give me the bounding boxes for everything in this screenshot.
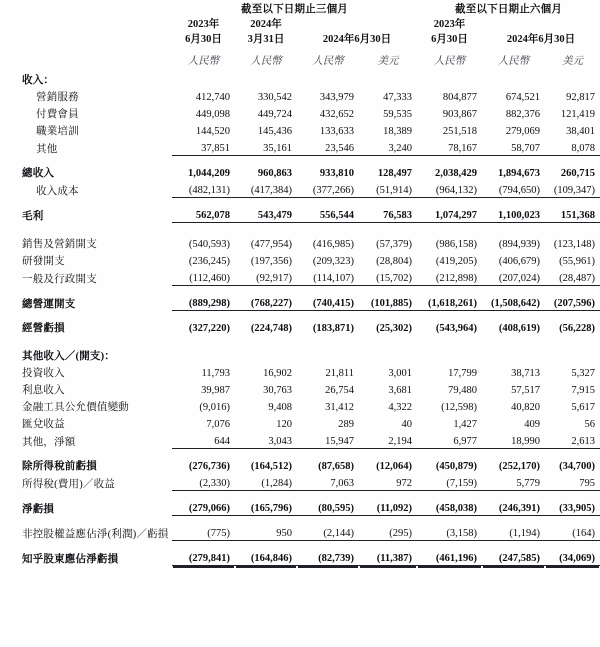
row-label: 非控股權益應佔淨(利潤)／虧損: [22, 528, 169, 540]
row-value: (461,196): [417, 548, 482, 566]
row-value: 120: [276, 419, 292, 431]
row-value: [482, 346, 545, 363]
table-row: [0, 397, 600, 414]
row-value: 343,979: [319, 92, 354, 104]
row-value: (197,356): [250, 256, 292, 268]
row-value: (295): [359, 523, 417, 541]
row-value: (224,748): [250, 323, 292, 335]
row-value: 2,613: [545, 431, 600, 449]
header-date-col-6: 2024年6月30日: [506, 34, 576, 46]
row-label: 銷售及營銷開支: [22, 239, 97, 251]
table-row: [0, 70, 600, 87]
table-row: [0, 251, 600, 268]
row-label: 經營虧損: [22, 323, 65, 335]
header-currency-col-4: 美元: [377, 56, 399, 68]
row-value: (1,194): [482, 523, 545, 541]
row-value: 449,724: [257, 109, 292, 121]
header-year-col-1: 2023年: [187, 19, 220, 31]
row-value: 38,713: [511, 368, 540, 380]
row-value: 56: [584, 419, 596, 431]
row-value: (9,016): [199, 402, 230, 414]
row-value: (165,796): [235, 498, 297, 516]
row-value: (82,739): [297, 548, 359, 566]
row-value: 26,754: [325, 385, 354, 397]
row-value: [297, 70, 359, 87]
row-value: (477,954): [250, 239, 292, 251]
row-spacer: [0, 286, 600, 294]
row-value: 18,389: [383, 126, 412, 138]
row-spacer: [0, 156, 600, 164]
row-value: (207,596): [545, 293, 600, 311]
row-label: 職業培訓: [36, 126, 79, 138]
row-value: 47,333: [383, 92, 412, 104]
row-value: 76,583: [359, 205, 417, 223]
row-value: (55,961): [559, 256, 596, 268]
row-value: (28,804): [376, 256, 412, 268]
row-label: 其他，淨額: [22, 436, 76, 448]
row-value: (252,170): [498, 461, 540, 473]
table-body: [0, 70, 600, 566]
row-label: 研發開支: [22, 256, 65, 268]
table-row: [0, 104, 600, 121]
row-value: 35,161: [235, 138, 297, 156]
row-spacer-cell: [0, 491, 600, 499]
row-label: 知乎股東應佔淨虧損: [22, 553, 119, 565]
row-value: (212,898): [417, 268, 482, 286]
header-year-col-4: [359, 16, 417, 31]
row-value: (34,700): [559, 461, 596, 473]
row-value: (416,985): [312, 239, 354, 251]
table-row: [0, 205, 600, 223]
row-value: (7,159): [417, 473, 482, 491]
row-value: (12,064): [376, 461, 412, 473]
row-value: (889,298): [172, 293, 235, 311]
row-value: 21,811: [325, 368, 354, 380]
row-value: 58,707: [482, 138, 545, 156]
row-value: (3,158): [417, 523, 482, 541]
row-value: (740,415): [297, 293, 359, 311]
row-value: 23,546: [297, 138, 359, 156]
row-value: (123,148): [553, 239, 596, 251]
row-value: 92,817: [566, 92, 596, 104]
row-value: (101,885): [359, 293, 417, 311]
header-date-col-3: 2024年6月30日: [322, 34, 392, 46]
row-label: 總收入: [22, 168, 55, 180]
row-value: 330,542: [257, 92, 292, 104]
row-spacer-cell: [0, 541, 600, 549]
row-value: (183,871): [312, 323, 354, 335]
row-value: 2,194: [359, 431, 417, 449]
header-currency-col-3: 人民幣: [312, 56, 344, 68]
row-value: 144,520: [195, 126, 230, 138]
row-spacer: [0, 516, 600, 524]
row-value: [359, 346, 417, 363]
header-currency-spacer: [0, 46, 172, 70]
row-value: 409: [524, 419, 540, 431]
row-value: 7,063: [297, 473, 359, 491]
row-value: 8,078: [545, 138, 600, 156]
row-value: 37,851: [172, 138, 235, 156]
row-value: 432,652: [319, 109, 354, 121]
row-value: (406,679): [498, 256, 540, 268]
row-value: 5,617: [571, 402, 596, 414]
row-value: (51,914): [359, 180, 417, 198]
row-value: 903,867: [442, 109, 477, 121]
table-header: [0, 0, 600, 70]
row-value: 39,987: [201, 385, 230, 397]
row-value: (236,245): [188, 256, 230, 268]
header-group-six-months: 截至以下日期止六個月: [455, 4, 563, 16]
row-value: (12,598): [441, 402, 477, 414]
row-value: (114,107): [297, 268, 359, 286]
header-year-row: [0, 16, 600, 31]
row-value: 6,977: [417, 431, 482, 449]
row-value: [417, 70, 482, 87]
row-value: (112,460): [172, 268, 235, 286]
row-value: (417,384): [235, 180, 297, 198]
table-row: [0, 548, 600, 566]
row-value: [235, 70, 297, 87]
header-date-col-2: 3月31日: [247, 34, 285, 46]
row-value: (450,879): [435, 461, 477, 473]
row-value: 1,074,297: [417, 205, 482, 223]
row-spacer-cell: [0, 311, 600, 319]
row-value: 17,799: [448, 368, 477, 380]
row-label: 一般及行政開支: [22, 273, 97, 285]
row-value: (543,964): [435, 323, 477, 335]
row-value: 556,544: [297, 205, 359, 223]
table-row: [0, 473, 600, 491]
row-value: [545, 70, 600, 87]
row-label: 總營運開支: [22, 298, 76, 310]
row-value: 30,763: [263, 385, 292, 397]
row-spacer-cell: [0, 198, 600, 206]
row-value: (482,131): [172, 180, 235, 198]
table-row: [0, 180, 600, 198]
table-row: [0, 380, 600, 397]
row-label: 除所得稅前虧損: [22, 461, 97, 473]
row-value: 1,894,673: [498, 168, 540, 180]
row-value: 9,408: [268, 402, 292, 414]
row-value: [172, 70, 235, 87]
header-currency-col-2: 人民幣: [250, 56, 282, 68]
row-label: 金融工具公允價值變動: [22, 402, 129, 414]
row-spacer: [0, 198, 600, 206]
row-value: (34,069): [545, 548, 600, 566]
row-value: 7,076: [206, 419, 230, 431]
header-corner-spacer: [0, 0, 172, 16]
row-label: 淨虧損: [22, 503, 55, 515]
table-row: [0, 456, 600, 473]
row-value: 7,915: [571, 385, 596, 397]
row-label: 付費會員: [36, 109, 79, 121]
row-value: (458,038): [417, 498, 482, 516]
row-value: (419,205): [435, 256, 477, 268]
table-row: [0, 234, 600, 251]
header-year-spacer: [0, 16, 172, 31]
row-spacer-cell: [0, 223, 600, 235]
row-value: 279,069: [505, 126, 540, 138]
header-date-spacer: [0, 31, 172, 46]
row-value: [359, 70, 417, 87]
row-value: (327,220): [188, 323, 230, 335]
row-spacer-cell: [0, 335, 600, 346]
row-label: 匯兌收益: [22, 419, 65, 431]
row-value: 2,038,429: [435, 168, 477, 180]
row-value: (15,702): [359, 268, 417, 286]
row-value: (11,387): [359, 548, 417, 566]
row-value: 78,167: [417, 138, 482, 156]
table-row: [0, 431, 600, 449]
row-spacer-cell: [0, 286, 600, 294]
row-value: 1,100,023: [482, 205, 545, 223]
row-value: (279,066): [172, 498, 235, 516]
row-value: 145,436: [257, 126, 292, 138]
header-currency-col-7: 美元: [562, 56, 584, 68]
row-value: (33,905): [545, 498, 600, 516]
row-value: 57,517: [511, 385, 540, 397]
row-value: (164,846): [235, 548, 297, 566]
row-value: (276,736): [188, 461, 230, 473]
row-value: 674,521: [505, 92, 540, 104]
table-row: [0, 268, 600, 286]
table-row: [0, 121, 600, 138]
row-value: 1,427: [453, 419, 477, 431]
row-value: 79,480: [448, 385, 477, 397]
row-label: 利息收入: [22, 385, 65, 397]
row-value: 3,001: [388, 368, 412, 380]
row-value: 3,240: [359, 138, 417, 156]
row-spacer-cell: [0, 156, 600, 164]
table-row: [0, 138, 600, 156]
row-value: 960,863: [257, 168, 292, 180]
row-value: (92,917): [235, 268, 297, 286]
header-currency-col-1: 人民幣: [187, 56, 220, 68]
header-date-col-5: 6月30日: [431, 34, 468, 46]
header-year-col-7: [545, 16, 600, 31]
row-value: (11,092): [359, 498, 417, 516]
table-row: [0, 363, 600, 380]
row-label: 其他收入／(開支)：: [22, 351, 115, 363]
row-value: (775): [172, 523, 235, 541]
header-year-col-6: [482, 16, 545, 31]
row-value: 449,098: [195, 109, 230, 121]
row-value: (377,266): [297, 180, 359, 198]
row-value: 543,479: [235, 205, 297, 223]
row-value: (109,347): [545, 180, 600, 198]
row-value: (2,144): [297, 523, 359, 541]
row-value: (1,284): [235, 473, 297, 491]
row-value: 412,740: [195, 92, 230, 104]
table-row: [0, 346, 600, 363]
row-value: (80,595): [297, 498, 359, 516]
table-row: [0, 523, 600, 541]
row-value: 5,327: [571, 368, 596, 380]
row-value: [482, 70, 545, 87]
row-value: (246,391): [482, 498, 545, 516]
row-spacer-cell: [0, 449, 600, 457]
row-value: (1,618,261): [417, 293, 482, 311]
row-value: 121,419: [560, 109, 596, 121]
header-date-row: [0, 31, 600, 46]
row-value: 1,044,209: [188, 168, 230, 180]
row-label: 毛利: [22, 210, 44, 222]
row-value: (1,508,642): [482, 293, 545, 311]
header-date-col-1: 6月30日: [185, 34, 222, 46]
table-row: [0, 498, 600, 516]
row-label: 投資收入: [22, 368, 65, 380]
table-row: [0, 163, 600, 180]
row-spacer-cell: [0, 516, 600, 524]
row-value: 40,820: [511, 402, 540, 414]
row-value: (25,302): [376, 323, 412, 335]
row-value: 151,368: [545, 205, 600, 223]
row-value: 31,412: [325, 402, 354, 414]
header-currency-col-5: 人民幣: [433, 56, 466, 68]
row-value: 16,902: [263, 368, 292, 380]
row-value: (768,227): [235, 293, 297, 311]
row-value: (207,024): [482, 268, 545, 286]
row-value: 4,322: [388, 402, 412, 414]
row-value: 18,990: [482, 431, 545, 449]
row-value: 562,078: [172, 205, 235, 223]
table-row: [0, 87, 600, 104]
row-value: (164,512): [250, 461, 292, 473]
row-value: (279,841): [172, 548, 235, 566]
row-value: 128,497: [377, 168, 412, 180]
row-spacer: [0, 491, 600, 499]
header-year-col-3: [297, 16, 359, 31]
row-value: 804,877: [442, 92, 477, 104]
row-value: (2,330): [172, 473, 235, 491]
row-value: (247,585): [482, 548, 545, 566]
header-year-col-5: 2023年: [433, 19, 466, 31]
row-value: 972: [359, 473, 417, 491]
header-year-col-2: 2024年: [250, 19, 282, 31]
row-label: 營銷服務: [36, 92, 79, 104]
row-value: (28,487): [545, 268, 600, 286]
row-value: 3,043: [235, 431, 297, 449]
row-value: (57,379): [376, 239, 412, 251]
row-value: (794,650): [482, 180, 545, 198]
row-value: (408,619): [498, 323, 540, 335]
row-value: [545, 346, 600, 363]
row-value: 933,810: [319, 168, 354, 180]
row-spacer: [0, 311, 600, 319]
row-label: 其他: [36, 143, 58, 155]
row-value: 950: [235, 523, 297, 541]
header-currency-row: [0, 46, 600, 70]
row-value: (164): [545, 523, 600, 541]
row-spacer: [0, 335, 600, 346]
row-value: [235, 346, 297, 363]
table-row: [0, 293, 600, 311]
row-value: 133,633: [319, 126, 354, 138]
row-value: 11,793: [201, 368, 230, 380]
table-row: [0, 318, 600, 335]
row-spacer: [0, 541, 600, 549]
row-value: (894,939): [498, 239, 540, 251]
row-value: 882,376: [505, 109, 540, 121]
header-group-three-months: 截至以下日期止三個月: [241, 4, 348, 16]
row-value: (986,158): [435, 239, 477, 251]
row-label: 收入：: [22, 75, 55, 87]
header-group-row: [0, 0, 600, 16]
row-value: 644: [172, 431, 235, 449]
row-value: 15,947: [297, 431, 359, 449]
row-value: 251,518: [442, 126, 477, 138]
row-value: [417, 346, 482, 363]
row-value: [297, 346, 359, 363]
row-value: 38,401: [566, 126, 596, 138]
table-row: [0, 414, 600, 431]
row-value: 5,779: [482, 473, 545, 491]
row-label: 所得稅(費用)／收益: [22, 478, 115, 490]
row-value: (56,228): [559, 323, 596, 335]
row-spacer: [0, 223, 600, 235]
row-label: 收入成本: [36, 185, 79, 197]
row-spacer: [0, 449, 600, 457]
row-value: (209,323): [312, 256, 354, 268]
row-value: 289: [338, 419, 354, 431]
row-value: 260,715: [560, 168, 596, 180]
row-value: (964,132): [417, 180, 482, 198]
row-value: [172, 346, 235, 363]
header-currency-col-6: 人民幣: [497, 56, 530, 68]
row-value: 59,535: [383, 109, 412, 121]
row-value: 3,681: [388, 385, 412, 397]
row-value: 795: [545, 473, 600, 491]
row-value: 40: [401, 419, 412, 431]
row-value: (540,593): [188, 239, 230, 251]
row-value: (87,658): [318, 461, 354, 473]
